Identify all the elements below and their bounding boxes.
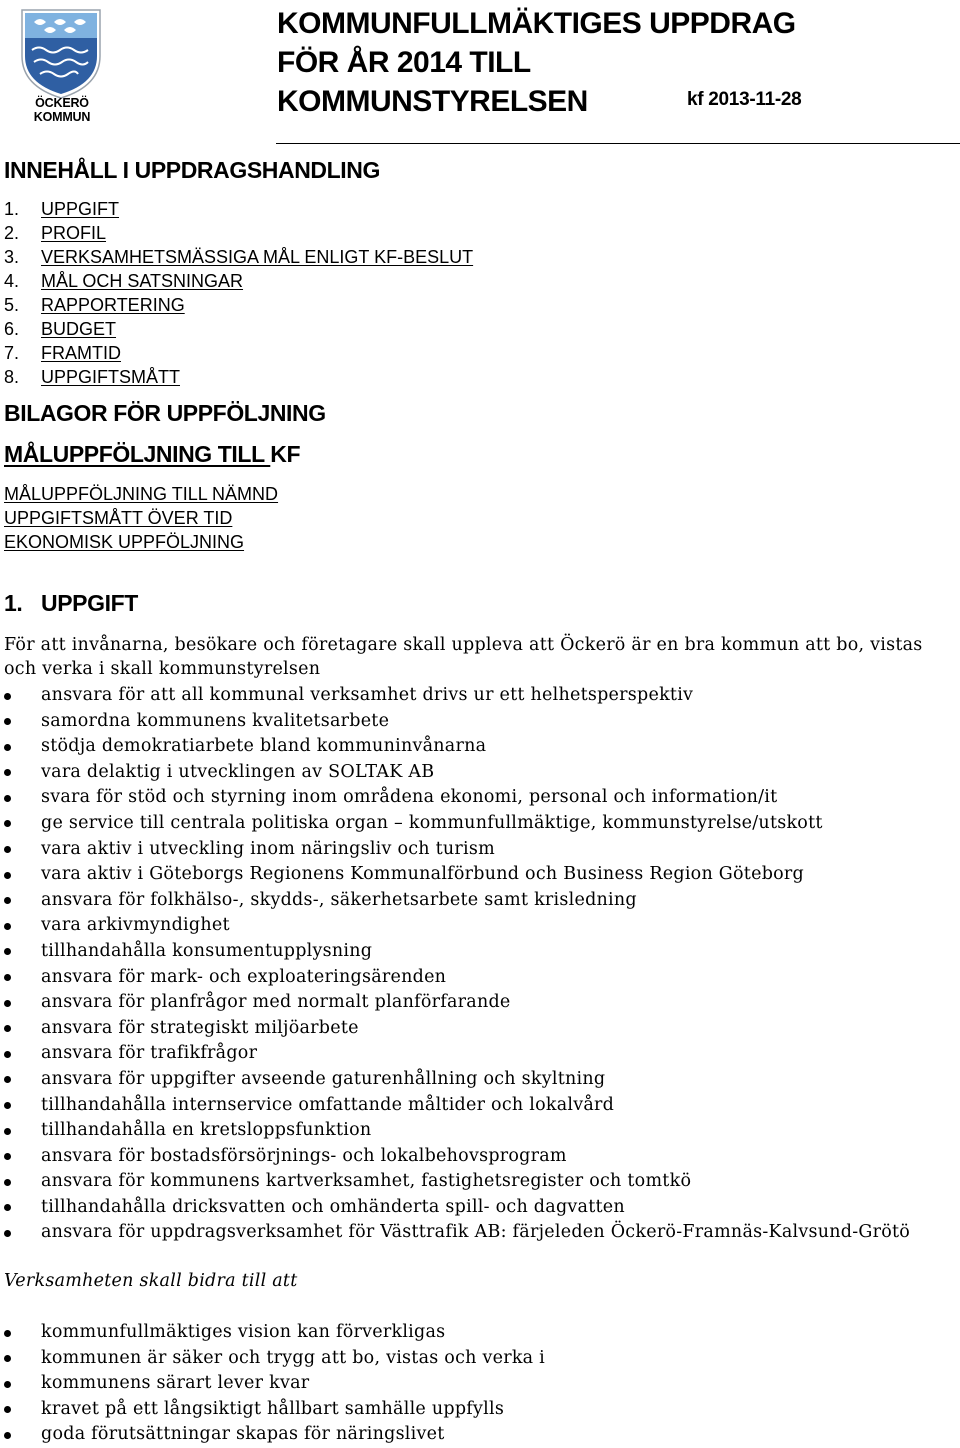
toc-number: 1. [4, 199, 20, 219]
municipality-logo [6, 8, 118, 124]
toc-item [4, 221, 473, 245]
toc-number: 8. [4, 367, 20, 387]
list-item [4, 888, 910, 914]
toc-item [4, 269, 473, 293]
section-number: 1. [4, 590, 23, 616]
bullet-icon [4, 965, 14, 991]
list-item-text: goda förutsättningar skapas för näringslivet [41, 1424, 445, 1445]
toc-link-uppgift[interactable]: UPPGIFT [41, 199, 120, 219]
list-item-text: tillhandahålla dricksvatten och omhänderta spill- och dagvatten [41, 1196, 625, 1217]
list-item-text: kravet på ett långsiktigt hållbart samhälle uppfylls [41, 1398, 505, 1419]
list-item-text: samordna kommunens kvalitetsarbete [41, 710, 390, 731]
title-line: KOMMUNSTYRELSEN [277, 85, 588, 118]
toc-link-profil[interactable]: PROFIL [41, 223, 107, 243]
section-heading-uppgift [4, 590, 138, 617]
bullet-icon [4, 939, 14, 965]
list-item [4, 1371, 545, 1397]
link-ekonomisk-uppfoljning[interactable]: EKONOMISK UPPFÖLJNING [4, 532, 245, 552]
bullet-icon [4, 1041, 14, 1067]
list-item [4, 1195, 910, 1221]
bilagor-heading: BILAGOR FÖR UPPFÖLJNING [4, 400, 326, 426]
bullet-icon [4, 1371, 14, 1397]
list-item-text: tillhandahålla konsumentupplysning [41, 940, 373, 961]
list-item [4, 913, 910, 939]
list-item-text: vara arkivmyndighet [41, 915, 230, 936]
list-item-text: ansvara för planfrågor med normalt planförfarande [41, 992, 511, 1013]
list-item-text: ansvara för uppdragsverksamhet för Västtrafik AB: färjeleden Öckerö-Framnäs-Kalvsund-Grötö [41, 1222, 911, 1243]
list-item [4, 1320, 545, 1346]
logo-text: ÖCKERÖ KOMMUN [33, 96, 91, 124]
toc-item [4, 341, 473, 365]
bullet-icon [4, 709, 14, 735]
list-item-text: ge service till centrala politiska organ – kommunfullmäktige, kommunstyrelse/utskott [41, 812, 823, 833]
list-item [4, 1169, 910, 1195]
task-list [4, 683, 910, 1246]
bullet-icon [4, 837, 14, 863]
bullet-icon [4, 1169, 14, 1195]
link-uppgiftsmatt-over-tid[interactable]: UPPGIFTSMÅTT ÖVER TID [4, 508, 233, 528]
list-item-text: ansvara för bostadsförsörjnings- och lokalbehovsprogram [41, 1145, 567, 1166]
list-item-text: svara för stöd och styrning inom områdena ekonomi, personal och information/it [41, 787, 778, 808]
list-item-text: ansvara för att all kommunal verksamhet drivs ur ett helhetsperspektiv [41, 685, 694, 705]
toc-number: 7. [4, 343, 20, 363]
toc-number: 2. [4, 223, 20, 243]
toc-link-budget[interactable]: BUDGET [41, 319, 117, 339]
list-item-text: ansvara för strategiskt miljöarbete [41, 1017, 359, 1038]
list-item-text: ansvara för mark- och exploateringsärenden [41, 966, 447, 987]
bullet-icon [4, 913, 14, 939]
list-item-text: kommunens särart lever kvar [41, 1373, 310, 1394]
bullet-icon [4, 862, 14, 888]
toc-list [4, 197, 473, 389]
toc-number: 3. [4, 247, 20, 267]
bullet-icon [4, 1397, 14, 1423]
list-item-text: kommunen är säker och trygg att bo, vistas och verka i [41, 1347, 546, 1368]
toc-item [4, 293, 473, 317]
bullet-icon [4, 1422, 14, 1448]
list-item [4, 1016, 910, 1042]
list-item [4, 734, 910, 760]
list-item [4, 1093, 910, 1119]
list-item [4, 1220, 910, 1246]
list-item [4, 837, 910, 863]
list-item-text: ansvara för kommunens kartverksamhet, fastighetsregister och tomtkö [41, 1171, 692, 1192]
title-line: KOMMUNFULLMÄKTIGES UPPDRAG [277, 7, 796, 40]
list-item-text: ansvara för uppgifter avseende gaturenhållning och skyltning [41, 1068, 606, 1089]
list-item [4, 939, 910, 965]
toc-number: 4. [4, 271, 20, 291]
toc-item [4, 365, 473, 389]
bullet-icon [4, 760, 14, 786]
list-item [4, 1346, 545, 1372]
list-item [4, 862, 910, 888]
bullet-icon [4, 785, 14, 811]
toc-item [4, 317, 473, 341]
toc-number: 6. [4, 319, 20, 339]
toc-link-mal-satsningar[interactable]: MÅL OCH SATSNINGAR [41, 271, 244, 291]
list-item [4, 811, 910, 837]
bullet-icon [4, 990, 14, 1016]
bullet-icon [4, 811, 14, 837]
bullet-icon [4, 1093, 14, 1119]
bullet-icon [4, 1016, 14, 1042]
bullet-icon [4, 888, 14, 914]
bullet-icon [4, 1195, 14, 1221]
link-maluppfoljning-namnd[interactable]: MÅLUPPFÖLJNING TILL NÄMND [4, 484, 279, 504]
list-item [4, 1422, 545, 1448]
list-item [4, 1041, 910, 1067]
list-item [4, 1397, 545, 1423]
list-item [4, 965, 910, 991]
list-item [4, 760, 910, 786]
toc-heading: INNEHÅLL I UPPDRAGSHANDLING [4, 157, 380, 183]
list-item-text: ansvara för trafikfrågor [41, 1043, 258, 1064]
bullet-icon [4, 1118, 14, 1144]
toc-number: 5. [4, 295, 20, 315]
list-item [4, 785, 910, 811]
list-item-text: vara aktiv i utveckling inom näringsliv och turism [41, 838, 495, 859]
maluppfoljning-kf [4, 441, 300, 468]
section-title: UPPGIFT [41, 590, 138, 616]
list-item [4, 709, 910, 735]
header-divider [276, 143, 960, 144]
goal-list [4, 1320, 545, 1448]
toc-link-uppgiftsmatt[interactable]: UPPGIFTSMÅTT [41, 367, 180, 387]
bullet-icon [4, 1220, 14, 1246]
list-item-text: kommunfullmäktiges vision kan förverkligas [41, 1322, 446, 1342]
bullet-icon [4, 683, 14, 709]
list-item [4, 1067, 910, 1093]
list-item-text: ansvara för folkhälso-, skydds-, säkerhetsarbete samt krisledning [41, 889, 637, 910]
toc-link-framtid[interactable]: FRAMTID [41, 343, 121, 363]
bullet-icon [4, 1144, 14, 1170]
toc-link-rapportering[interactable]: RAPPORTERING [41, 295, 185, 315]
intro-paragraph: För att invånarna, besökare och företagare skall uppleva att Öckerö är en bra kommun att bo, vistas och verka i skall kommunstyrelsen [4, 635, 923, 679]
toc-item [4, 245, 473, 269]
decision-date: kf 2013-11-28 [687, 89, 802, 110]
maluppfoljning-kf-suffix: KF [270, 441, 301, 467]
list-item-text: vara aktiv i Göteborgs Regionens Kommunalförbund och Business Region Göteborg [41, 864, 804, 885]
maluppfoljning-kf-link[interactable]: MÅLUPPFÖLJNING TILL [4, 441, 271, 467]
list-item-text: stödja demokratiarbete bland kommuninvånarna [41, 736, 487, 757]
list-item [4, 990, 910, 1016]
title-line: FÖR ÅR 2014 TILL [277, 46, 531, 79]
list-item-text: vara delaktig i utvecklingen av SOLTAK AB [41, 761, 435, 782]
toc-link-verksamhetsmal[interactable]: VERKSAMHETSMÄSSIGA MÅL ENLIGT KF-BESLUT [41, 247, 474, 267]
list-item [4, 683, 910, 709]
list-item-text: tillhandahålla en kretsloppsfunktion [41, 1120, 372, 1141]
list-item-text: tillhandahålla internservice omfattande måltider och lokalvård [41, 1094, 615, 1115]
toc-item [4, 197, 473, 221]
contribution-heading: Verksamheten skall bidra till att [4, 1271, 298, 1291]
bullet-icon [4, 1320, 14, 1346]
bilagor-links [4, 482, 278, 554]
bullet-icon [4, 1346, 14, 1372]
list-item [4, 1118, 910, 1144]
bullet-icon [4, 1067, 14, 1093]
list-item [4, 1144, 910, 1170]
bullet-icon [4, 734, 14, 760]
